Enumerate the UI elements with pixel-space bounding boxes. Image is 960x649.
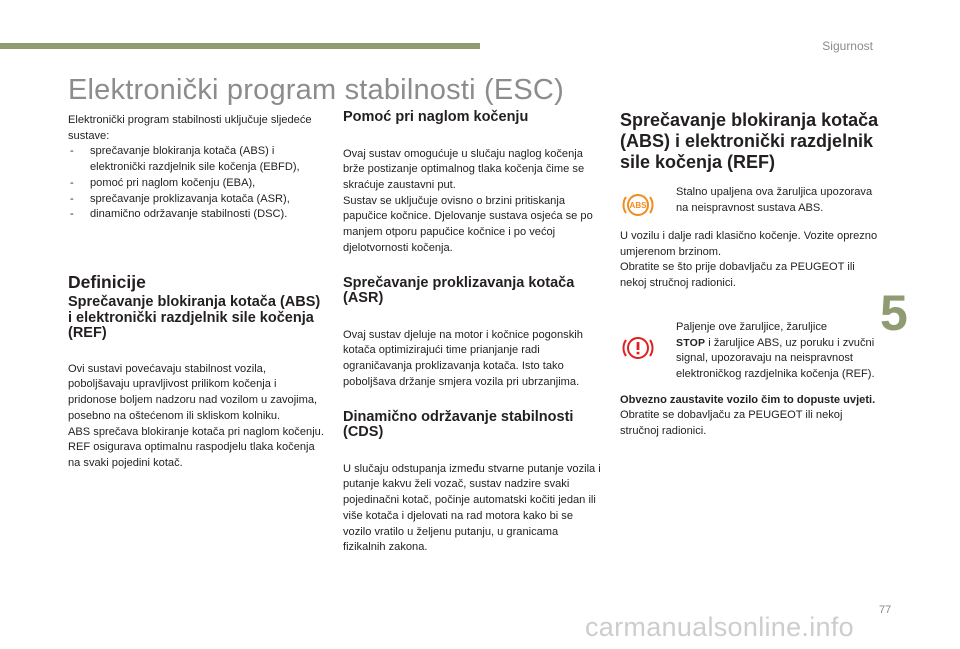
list-item: - sprečavanje proklizavanja kotača (ASR),	[68, 192, 324, 208]
asr-body: Ovaj sustav djeluje na motor i kočnice pogonskih kotača optimizirajući time prianjanje radi ograničavanja proklizavanja kotača. Isto tako poboljšava držanje smjera vozila pri ubrzanjima.	[343, 328, 583, 388]
abs-body-2: ABS sprečava blokiranje kotača pri naglom kočenju.	[68, 425, 324, 438]
stop-label: STOP	[676, 336, 706, 349]
list-item: - dinamično održavanje stabilnosti (DSC).	[68, 207, 324, 223]
abs-warning-lamp-icon	[620, 191, 656, 219]
intro-text: Elektronički program stabilnosti uključuje sljedeće sustave:	[68, 114, 312, 142]
brand-name: PEUGEOT	[790, 261, 845, 274]
dsc-heading: Dinamično održavanje stabilnosti (CDS)	[343, 408, 574, 441]
section-label: Sigurnost	[822, 39, 873, 53]
page-title: Elektronički program stabilnosti (ESC)	[68, 74, 564, 106]
abs-ref-heading: Sprečavanje blokiranja kotača (ABS) i elektronički razdjelnik sile kočenja (REF)	[68, 293, 321, 342]
ref-lamp-text: Paljenje ove žaruljice, žaruljice STOP i žaruljice ABS, uz poruku i zvučni signal, upozoravaju na neispravnost elektroničkog razdjelnika kočenja (REF).	[676, 320, 875, 380]
abs-warning-row	[620, 185, 880, 219]
eba-body-1: Ovaj sustav omogućuje u slučaju naglog kočenja brže postizanje optimalnog tlaka kočenja čime se skraćuje zaustavni put.	[343, 147, 585, 191]
column-right	[620, 110, 880, 440]
header-accent-bar	[0, 43, 480, 49]
ref-contact-text: Obratite se dobavljaču za PEUGEOT ili nekoj stručnoj radionici.	[620, 409, 843, 438]
list-item: - sprečavanje blokiranja kotača (ABS) i elektronički razdjelnik sile kočenja (EBFD),	[68, 144, 324, 175]
definitions-heading: Definicije	[68, 271, 146, 292]
chapter-tab-number: 5	[880, 285, 908, 341]
ref-warning-row	[620, 320, 880, 383]
abs-lamp-text: Stalno upaljena ova žaruljica upozorava na neispravnost sustava ABS.	[676, 186, 873, 214]
watermark: carmanualsonline.info	[585, 612, 854, 642]
abs-icon-label: ABS	[629, 201, 647, 211]
abs-ref-section-heading: Sprečavanje blokiranja kotača (ABS) i elektronički razdjelnik sile kočenja (REF)	[620, 110, 879, 172]
ref-warning-text: Obvezno zaustavite vozilo čim to dopuste uvjeti.	[620, 393, 876, 406]
abs-note-2: Obratite se što prije dobavljaču za PEUGEOT ili nekoj stručnoj radionici.	[620, 261, 855, 290]
system-list	[68, 144, 324, 223]
asr-heading: Sprečavanje proklizavanja kotača (ASR)	[343, 274, 575, 307]
abs-note-1: U vozilu i dalje radi klasično kočenje. Vozite oprezno umjerenom brzinom.	[620, 230, 878, 258]
brake-failure-lamp-icon	[620, 334, 656, 362]
column-middle	[343, 110, 603, 556]
dsc-body: U slučaju odstupanja između stvarne putanje vozila i putanje kakvu želi vozač, sustav nadzire svaki pojedinačni kotač, počinje automatski kočiti jedan ili više kotača i djelovati na rad motora kako bi se vozilo vratilo u željenu putanju, u granicama fizikalnih zakona.	[343, 462, 601, 554]
column-left	[68, 113, 324, 472]
page-number: 77	[879, 604, 892, 616]
eba-body-2: Sustav se uključuje ovisno o brzini pritiskanja papučice kočnice. Djelovanje sustava osjeća se po manjem otporu papučice kočnice i po većoj djelotvornosti kočenja.	[343, 194, 593, 254]
abs-body-3: REF osigurava optimalnu raspodjelu tlaka kočenja na svaki pojedini kotač.	[68, 441, 315, 469]
brand-name: PEUGEOT	[748, 409, 803, 422]
eba-heading: Pomoć pri naglom kočenju	[343, 109, 529, 125]
abs-body-1: Ovi sustavi povećavaju stabilnost vozila, poboljšavaju upravljivost prilikom kočenja i pridonose boljem nadzoru nad vozilom u zavojima, posebno na oštećenom ili skliskom kolniku.	[68, 362, 318, 422]
list-item: - pomoć pri naglom kočenju (EBA),	[68, 176, 324, 192]
